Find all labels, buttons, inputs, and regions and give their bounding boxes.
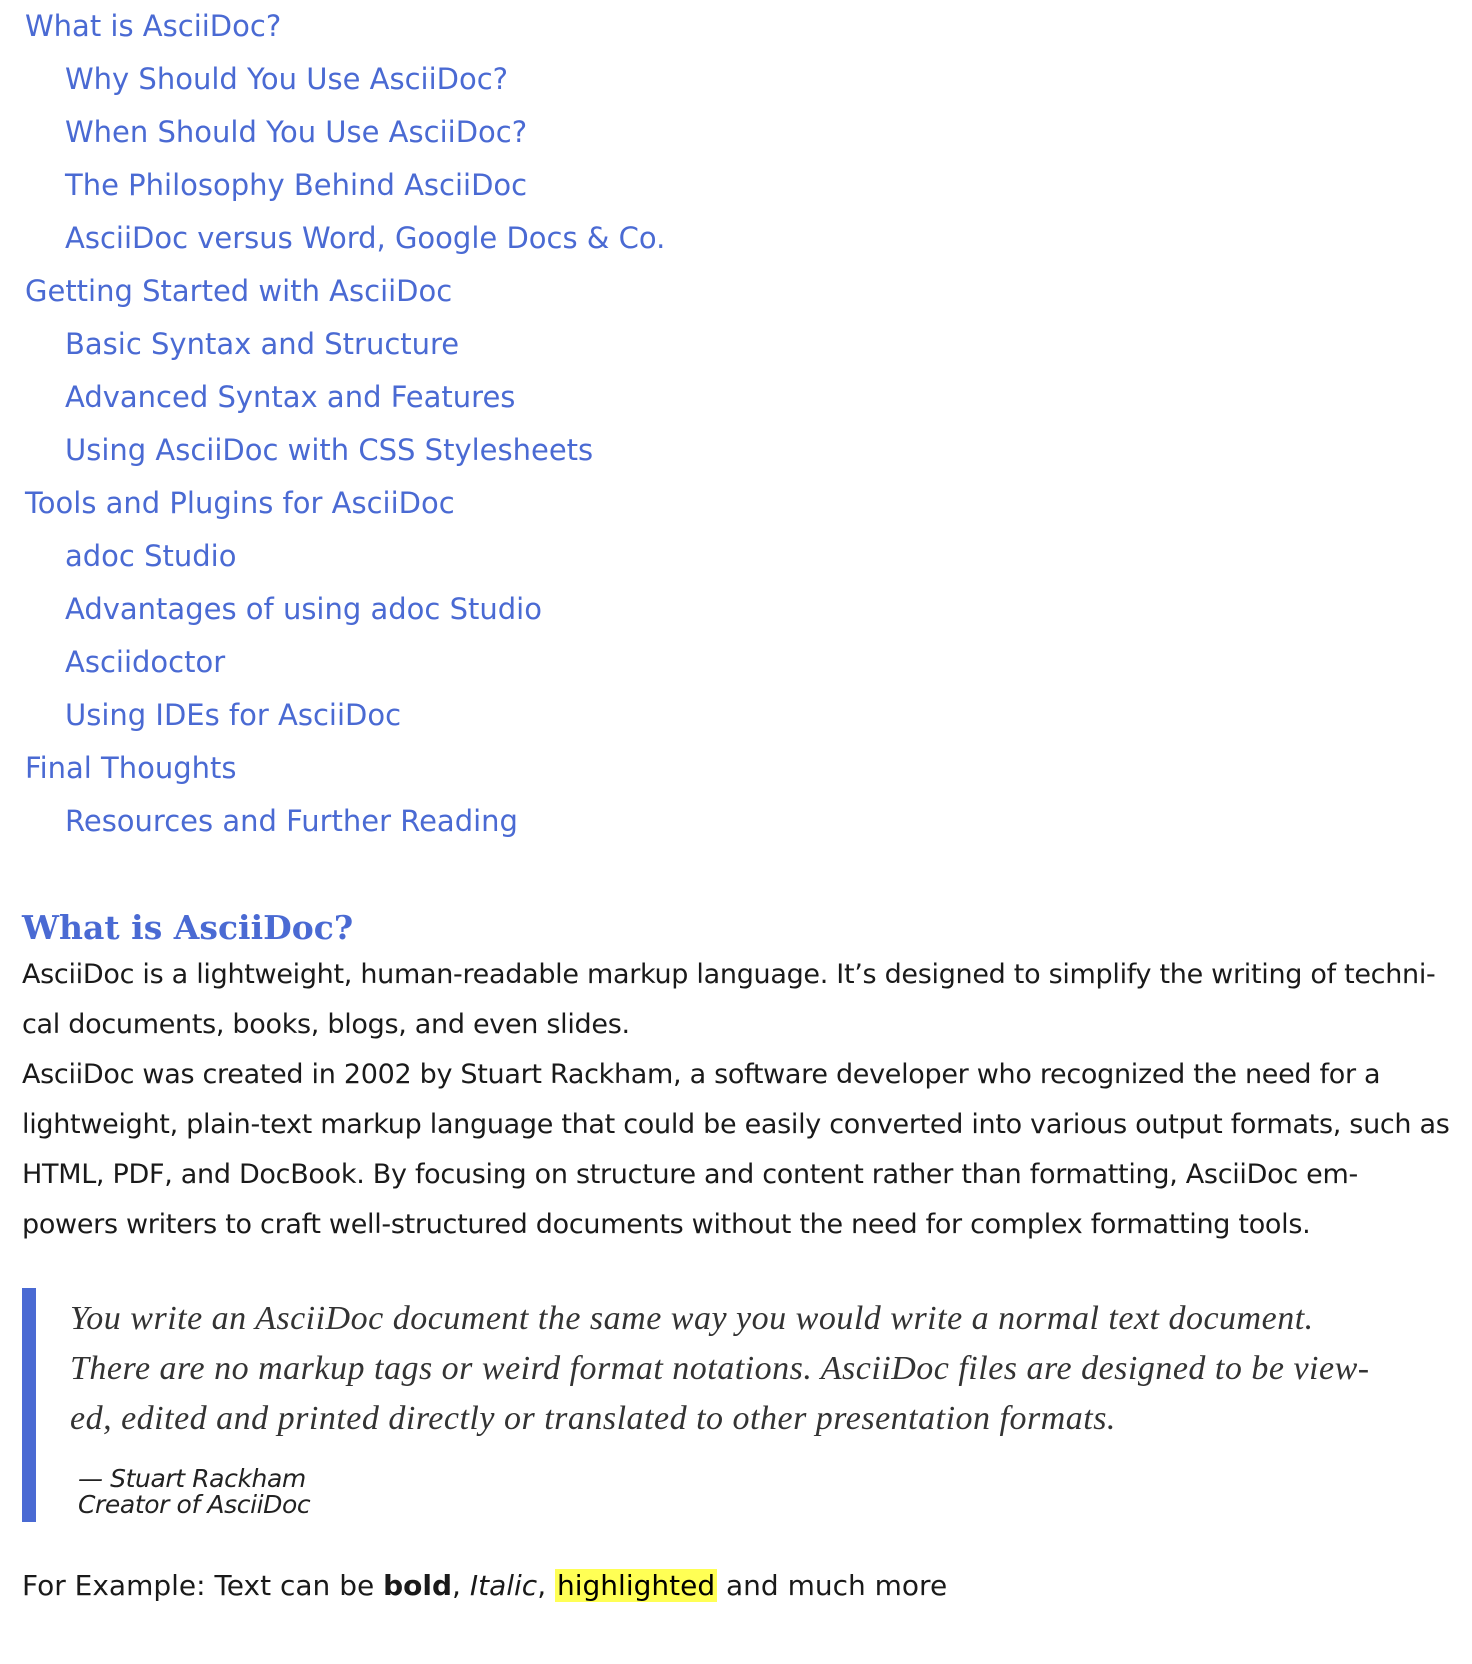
quote-block — [22, 1288, 1398, 1522]
section-heading: What is AsciiDoc? — [22, 908, 354, 947]
toc-link-css-stylesheets[interactable]: Using AsciiDoc with CSS Stylesheets — [65, 433, 594, 467]
example-suffix: and much more — [717, 1569, 948, 1602]
example-bold: bold — [383, 1569, 453, 1602]
example-italic: Italic — [469, 1569, 538, 1602]
toc-link-asciidoctor[interactable]: Asciidoctor — [65, 645, 226, 679]
article-content — [22, 906, 1452, 1634]
toc-link-using-ides[interactable]: Using IDEs for AsciiDoc — [65, 698, 402, 732]
toc-link-versus-word[interactable]: AsciiDoc versus Word, Google Docs & Co. — [65, 221, 666, 255]
toc-section — [25, 265, 665, 477]
example-highlight: highlighted — [557, 1569, 716, 1602]
example-prefix: For Example: Text can be — [22, 1569, 384, 1602]
toc-link-basic-syntax[interactable]: Basic Syntax and Structure — [65, 327, 460, 361]
toc-link-what-is-asciidoc[interactable]: What is AsciiDoc? — [25, 9, 282, 43]
toc-link-tools-plugins[interactable]: Tools and Plugins for AsciiDoc — [25, 486, 455, 520]
example-sep: , — [537, 1569, 555, 1602]
toc-link-when-use-asciidoc[interactable]: When Should You Use AsciiDoc? — [65, 115, 528, 149]
table-of-contents — [25, 0, 665, 848]
toc-link-resources[interactable]: Resources and Further Reading — [65, 804, 518, 838]
toc-link-getting-started[interactable]: Getting Started with AsciiDoc — [25, 274, 453, 308]
quote-author: — Stuart Rackham — [78, 1464, 306, 1493]
toc-link-adoc-studio[interactable]: adoc Studio — [65, 539, 237, 573]
toc-link-advanced-syntax[interactable]: Advanced Syntax and Features — [65, 380, 516, 414]
intro-paragraph: AsciiDoc is a lightweight, human-readable markup language. It’s designed to simplify the writing of techni-cal documents, books, blogs, and even slides. — [22, 959, 1436, 1040]
quote-author-role: Creator of AsciiDoc — [78, 1490, 311, 1519]
quote-text: You write an AsciiDoc document the same way you would write a normal text document. There are no markup tags or weird format notations. AsciiDoc files are designed to be view-ed, edited and printed directly or translated to other presentation formats. — [70, 1300, 1370, 1437]
history-paragraph: AsciiDoc was created in 2002 by Stuart Rackham, a software developer who recognized the need for a lightweight, plain-text markup language that could be easily converted into various output formats, such as HTML, PDF, and DocBook. By focusing on structure and content rather than formatting, AsciiDoc em-powers writers to craft well-structured documents without the need for complex formatting tools. — [22, 1059, 1450, 1240]
quote-attribution — [70, 1466, 1378, 1518]
toc-section — [25, 742, 665, 848]
example-sep: , — [452, 1569, 470, 1602]
toc-link-final-thoughts[interactable]: Final Thoughts — [25, 751, 237, 785]
toc-section — [25, 477, 665, 742]
example-paragraph — [22, 1566, 1452, 1606]
toc-link-advantages-adoc-studio[interactable]: Advantages of using adoc Studio — [65, 592, 542, 626]
toc-section — [25, 0, 665, 265]
toc-link-why-use-asciidoc[interactable]: Why Should You Use AsciiDoc? — [65, 62, 509, 96]
toc-link-philosophy[interactable]: The Philosophy Behind AsciiDoc — [65, 168, 528, 202]
